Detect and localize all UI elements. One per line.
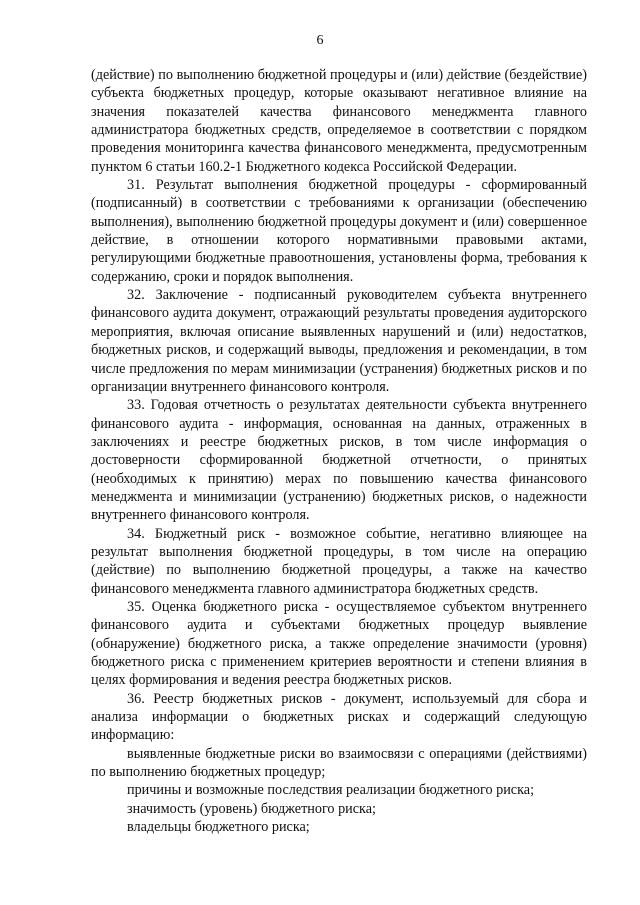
- paragraph-33: 33. Годовая отчетность о результатах деятельности субъекта внутреннего финансового аудита - информация, основанная на данных, отраженных в заключениях и реестре бюджетных рисков, в том числе информация о достоверности сформированной бюджетной отчетности, о принятых (необходимых к принятию) мерах по повышению качества финансового менеджмента и минимизации (устранению) бюджетных рисков, о надежности внутреннего финансового контроля.: [91, 397, 587, 524]
- paragraph-continuation: (действие) по выполнению бюджетной процедуры и (или) действие (бездействие) субъекта бюджетных процедур, которые оказывают негативное влияние на значения показателей качества финансового менеджмента главного администратора бюджетных средств, определяемое в соответствии с порядком проведения мониторинга качества финансового менеджмента, предусмотренным пунктом 6 статьи 160.2-1 Бюджетного кодекса Российской Федерации.: [91, 67, 587, 175]
- list-item: выявленные бюджетные риски во взаимосвязи с операциями (действиями) по выполнению бюджетных процедур;: [91, 745, 587, 781]
- paragraph-34: 34. Бюджетный риск - возможное событие, негативно влияющее на результат выполнения бюджетной процедуры, в том числе на операцию (действие) по выполнению бюджетной процедуры, а также на качество финансового менеджмента главного администратора бюджетных средств.: [91, 525, 587, 597]
- list-item: значимость (уровень) бюджетного риска;: [127, 800, 376, 817]
- document-body: [91, 66, 587, 836]
- paragraph-31: 31. Результат выполнения бюджетной процедуры - сформированный (подписанный) в соответствии с требованиями к организации (обеспечению выполнения), выполнению бюджетной процедуры документ и (или) совершенное действие, в отношении которого нормативными правовыми актами, регулирующими бюджетные правоотношения, установлены форма, требования к содержанию, сроки и порядок выполнения.: [91, 177, 587, 285]
- paragraph-32: 32. Заключение - подписанный руководителем субъекта внутреннего финансового аудита документ, отражающий результаты проведения аудиторского мероприятия, включая описание выявленных нарушений и (или) недостатков, бюджетных рисков, и содержащий выводы, предложения и рекомендации, в том числе предложения по мерам минимизации (устранения) бюджетных рисков и по организации внутреннего финансового контроля.: [91, 287, 587, 395]
- list-item: владельцы бюджетного риска;: [127, 819, 310, 836]
- page-number: 6: [316, 33, 324, 48]
- paragraph-35: 35. Оценка бюджетного риска - осуществляемое субъектом внутреннего финансового аудита и субъектами бюджетных процедур выявление (обнаружение) бюджетного риска, а также определение значимости (уровня) бюджетного риска с применением критериев вероятности и степени влияния в целях формирования и ведения реестра бюджетных рисков.: [91, 598, 587, 689]
- list-item: причины и возможные последствия реализации бюджетного риска;: [127, 782, 535, 799]
- paragraph-36: 36. Реестр бюджетных рисков - документ, используемый для сбора и анализа информации о бюджетных рисках и содержащий следующую информацию:: [91, 690, 587, 744]
